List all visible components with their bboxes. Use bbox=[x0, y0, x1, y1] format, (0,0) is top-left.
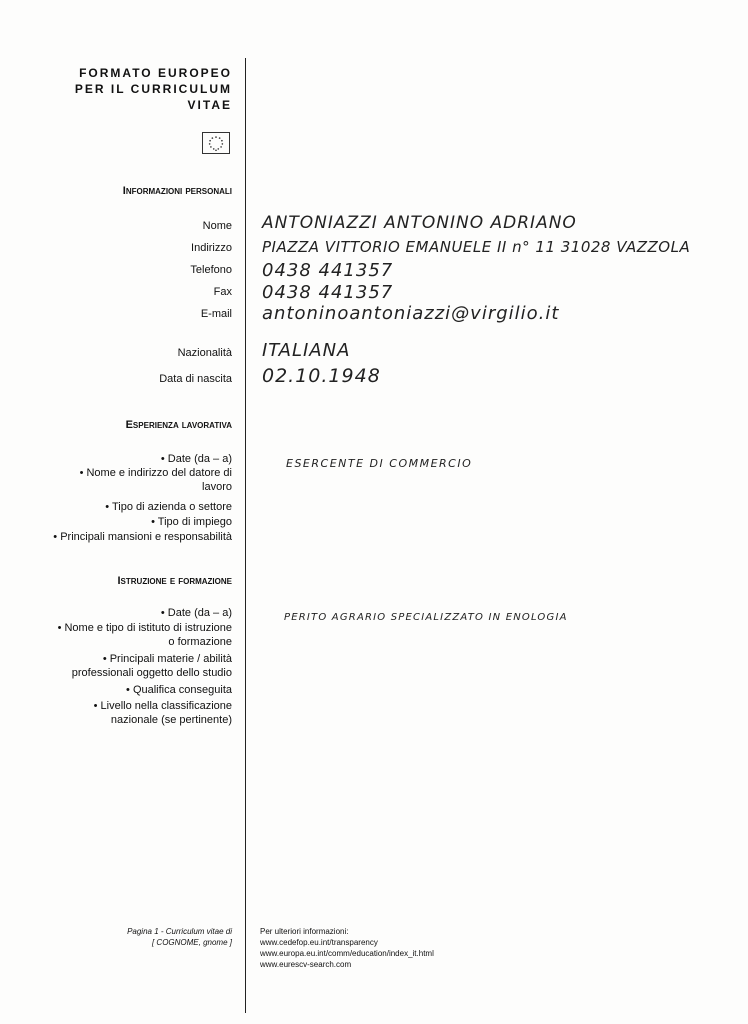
label-name: Nome bbox=[202, 220, 232, 232]
work-label-dates: • Date (da – a) bbox=[160, 453, 232, 465]
value-name: ANTONIAZZI ANTONINO ADRIANO bbox=[262, 213, 577, 233]
work-label-company-type: • Tipo di azienda o settore bbox=[105, 501, 232, 513]
footer-name: [ COGNOME, gnome ] bbox=[151, 938, 232, 947]
edu-label-institute: • Nome e tipo di istituto di istruzione o formazione bbox=[57, 622, 232, 648]
footer-link-2[interactable]: www.europa.eu.int/comm/education/index_it.html bbox=[260, 949, 434, 958]
eu-flag-icon bbox=[202, 132, 230, 154]
section-personal-info: Informazioni personali bbox=[122, 185, 232, 197]
value-address: PIAZZA VITTORIO EMANUELE II n° 11 31028 VAZZOLA bbox=[262, 238, 691, 256]
footer-page: Pagina 1 - Curriculum vitae di bbox=[127, 927, 232, 936]
footer-links bbox=[260, 926, 434, 970]
vertical-divider bbox=[245, 58, 246, 1013]
footer-link-3[interactable]: www.eurescv-search.com bbox=[260, 960, 352, 969]
edu-label-level: • Livello nella classificazione nazionale (se pertinente) bbox=[93, 700, 232, 726]
label-email: E-mail bbox=[200, 308, 232, 320]
edu-label-qualification: • Qualifica conseguita bbox=[126, 684, 232, 696]
document-title bbox=[75, 65, 232, 113]
work-label-duties: • Principali mansioni e responsabilità bbox=[53, 531, 232, 543]
work-value: ESERCENTE DI COMMERCIO bbox=[286, 457, 473, 470]
value-dob: 02.10.1948 bbox=[262, 365, 381, 387]
edu-label-dates: • Date (da – a) bbox=[160, 607, 232, 619]
footer-link-1[interactable]: www.cedefop.eu.int/transparency bbox=[260, 938, 378, 947]
edu-label-subjects: • Principali materie / abilità professionali oggetto dello studio bbox=[71, 653, 232, 679]
title-line-2: PER IL CURRICULUM bbox=[74, 82, 232, 96]
label-fax: Fax bbox=[213, 286, 232, 298]
footer-page-info bbox=[127, 926, 232, 948]
value-fax: 0438 441357 bbox=[262, 282, 394, 303]
section-education: Istruzione e formazione bbox=[117, 575, 232, 587]
title-line-3: VITAE bbox=[187, 98, 232, 112]
title-line-1: FORMATO EUROPEO bbox=[79, 66, 232, 80]
work-label-job-type: • Tipo di impiego bbox=[151, 516, 232, 528]
work-label-employer: • Nome e indirizzo del datore di lavoro bbox=[79, 467, 232, 493]
label-nationality: Nazionalità bbox=[177, 347, 232, 359]
label-address: Indirizzo bbox=[191, 242, 232, 254]
value-phone: 0438 441357 bbox=[262, 260, 394, 281]
footer-info-title: Per ulteriori informazioni: bbox=[260, 927, 349, 936]
label-dob: Data di nascita bbox=[159, 373, 232, 385]
value-email: antoninoantoniazzi@virgilio.it bbox=[262, 303, 560, 324]
education-value: PERITO AGRARIO SPECIALIZZATO IN ENOLOGIA bbox=[284, 612, 568, 623]
value-nationality: ITALIANA bbox=[262, 340, 351, 361]
label-phone: Telefono bbox=[190, 264, 232, 276]
section-work-experience: Esperienza lavorativa bbox=[125, 419, 232, 431]
